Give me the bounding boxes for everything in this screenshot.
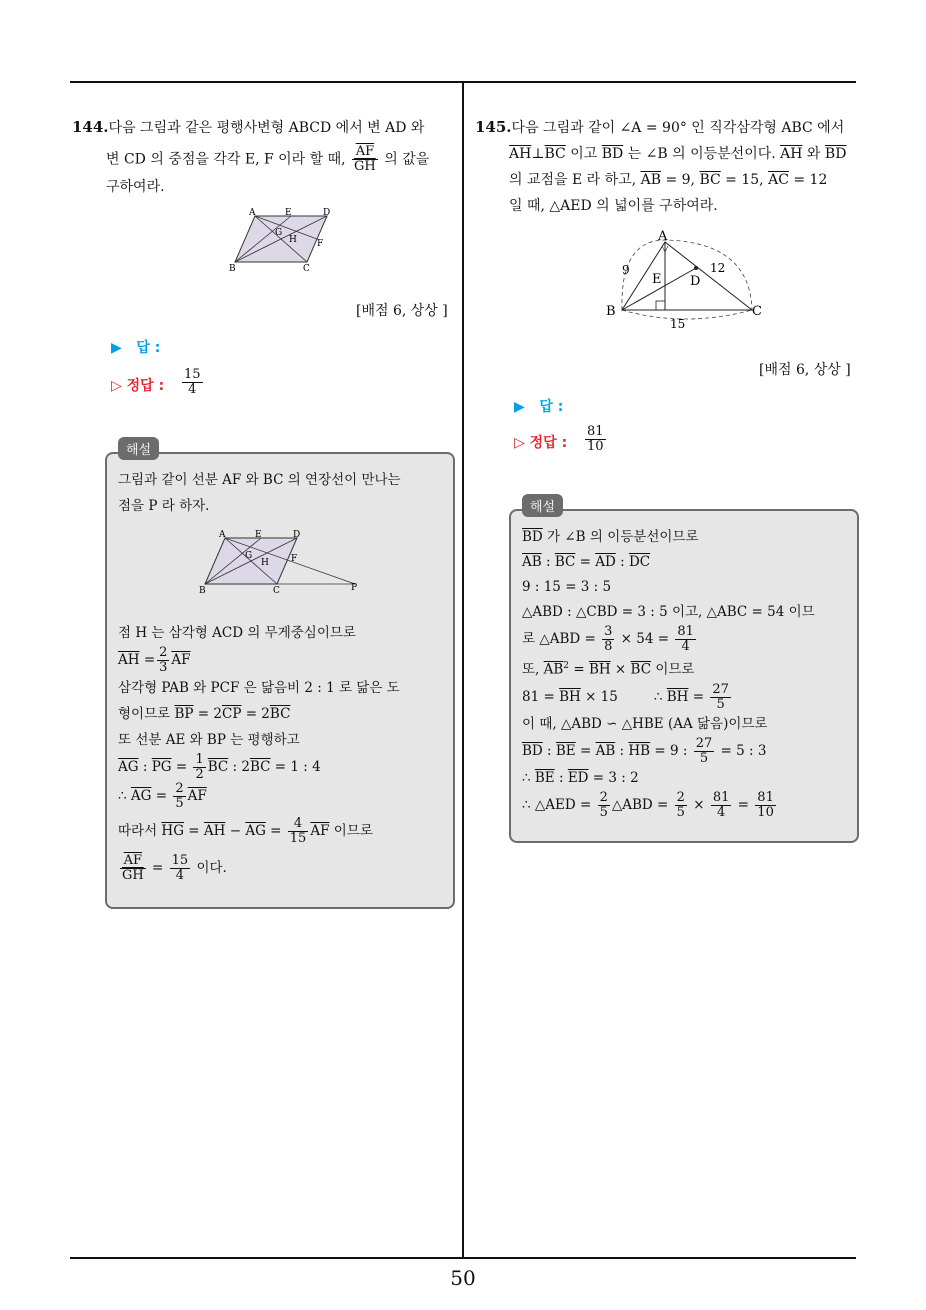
q144-problem [72, 114, 457, 200]
svg-text:G: G [245, 551, 253, 561]
svg-text:F: F [291, 554, 298, 564]
q144-line3: 구하여라. [106, 179, 165, 195]
q145-answer: ▶ 답 : [514, 399, 564, 415]
q145-solution: $\overline{BD}$ 가 ∠B 의 이등분선이므로 $\overline{AB}$ : $\overline{BC} = \overline{AD}$ : $\overline{DC}$ 9 : 15 = 3 : 5 △ABD : △CBD = 3 : 5 이고, △ABC = 54 이므 로 △ABD = $\frac{3}{8}$ × 54 = $\frac{81}{4}$ 또, $\overline{AB}^2 = \overline{BH} \times \overline{BC}$ 이므로 $81 = \overline{BH} \times 15$ ∴ $\overline{BH}$ = $\frac{27}{5}$ 이 때, △ABD ∽ △HBE (AA 닮음)이므로 $\overline{BD}$ : $\overline{BE} = \overline{AB}$ : $\overline{HB} = 9$ : $\frac{27}{5}$ = 5 : 3 ∴ $\overline{BE}$ : $\overline{ED} = 3$ : 2 ∴ △AED = $\frac{2}{5}$ △ABD = $\frac{2}{5}$ × $\frac{81}{4}$ = $\frac{81}{10}$ [522, 529, 815, 820]
q144-solution-steps: 점 H 는 삼각형 ACD 의 무게중심이므로 $\overline{AH}$ = $\frac{2}{3}$ $\overline{AF}$ 삼각형 PAB 와 PCF 은 닮음비 2 : 1 로 닮은 도 형이므로 $\overline{BP} = 2\overline{CP} = 2\overline{BC}$ 또 선분 AE 와 BP 는 평행하고 $\overline{AG}$ : $\overline{PG}$ = $\frac{1}{2}$ $\overline{BC}$ : $2\overline{BC} = 1$ : 4 ∴ $\overline{AG}$ = $\frac{2}{5}$ $\overline{AF}$ 따라서 $\overline{HG} = \overline{AH} - \overline{AG}$ = $\frac{4}{15}$ $\overline{AF}$ 이므로 $\frac{\overline{AF}}{GH}$ = $\frac{15}{4}$ 이다. [118, 625, 400, 883]
svg-text:A: A [219, 530, 226, 540]
page-number: 50 [450, 1266, 476, 1290]
svg-text:A: A [658, 229, 668, 244]
q144-score: [배점 6, 상상 ] [356, 303, 448, 319]
svg-text:B: B [229, 264, 236, 274]
svg-text:B: B [606, 304, 616, 319]
q145-number: 145. [475, 118, 512, 136]
column-divider [462, 81, 464, 1259]
q144-line2-post: 의 값을 [384, 151, 430, 168]
q144-line2: 변 CD 의 중점을 각각 E, F 이라 할 때, [106, 151, 346, 168]
outline-triangle-icon: ▷ [111, 378, 122, 394]
q145-line2: $\overline{AH}\perp\overline{BC}$ 이고 $\overline{BD}$ 는 ∠B 의 이등분선이다. $\overline{AH}$ 와 $\overline{BD}$ [509, 146, 847, 162]
svg-text:C: C [303, 264, 310, 274]
q145-figure [600, 228, 770, 332]
svg-text:P: P [351, 583, 358, 593]
svg-text:F: F [317, 239, 324, 249]
svg-text:D: D [690, 274, 701, 289]
q144-solution-tag: 해설 [118, 437, 159, 460]
svg-text:12: 12 [710, 261, 726, 275]
svg-text:E: E [285, 208, 292, 218]
q144-correct: ▷ 정답 : [111, 378, 165, 394]
q144-figure [225, 206, 345, 276]
q145-line4: 일 때, △AED 의 넓이를 구하여라. [509, 198, 718, 214]
q144-line1: 다음 그림과 같은 평행사변형 ABCD 에서 변 AD 와 [108, 120, 425, 136]
q145-correct: ▷ 정답 : [514, 435, 568, 451]
svg-text:E: E [652, 272, 662, 287]
q145-score: [배점 6, 상상 ] [759, 362, 851, 378]
svg-text:9: 9 [622, 263, 630, 277]
svg-text:B: B [199, 586, 206, 596]
q144-number: 144. [72, 118, 109, 136]
q145-correct-value: $\frac{81}{10}$ [587, 424, 604, 454]
bottom-rule [70, 1257, 856, 1259]
svg-text:D: D [323, 208, 331, 218]
q145-problem [475, 114, 860, 219]
svg-text:E: E [255, 530, 262, 540]
q144-solution: 그림과 같이 선분 AF 와 BC 의 연장선이 만나는 점을 P 라 하자. [118, 472, 401, 514]
svg-text:H: H [289, 235, 297, 245]
q144-answer: ▶ 답 : [111, 340, 161, 356]
play-icon: ▶ [514, 399, 525, 415]
svg-text:D: D [293, 530, 301, 540]
svg-text:15: 15 [670, 317, 686, 331]
q145-line1: 다음 그림과 같이 ∠A = 90° 인 직각삼각형 ABC 에서 [511, 120, 845, 136]
q145-solution-tag: 해설 [522, 494, 563, 517]
q145-line3: 의 교점을 E 라 하고, $\overline{AB} = 9$, $\overline{BC} = 15$, $\overline{AC} = 12$ [509, 172, 828, 188]
q144-correct-value: $\frac{15}{4}$ [184, 367, 201, 397]
svg-text:H: H [261, 558, 269, 568]
q144-solution-figure [195, 528, 365, 598]
svg-text:A: A [249, 208, 256, 218]
q144-fraction: $\frac{\overline{AF}}{GH}$ [354, 144, 376, 174]
svg-text:C: C [273, 586, 280, 596]
svg-text:C: C [752, 304, 762, 319]
play-icon: ▶ [111, 340, 122, 356]
svg-text:G: G [275, 228, 283, 238]
outline-triangle-icon: ▷ [514, 435, 525, 451]
